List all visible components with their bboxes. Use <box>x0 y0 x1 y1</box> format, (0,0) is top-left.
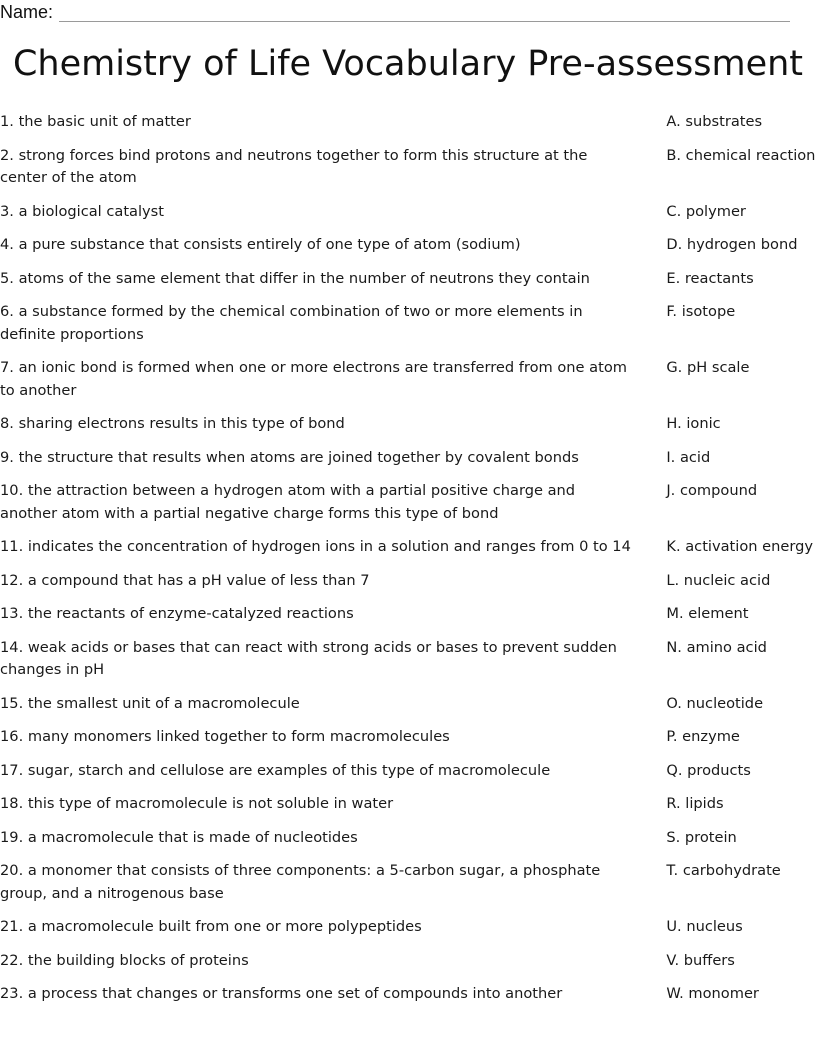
list-item <box>0 110 816 144</box>
question-text: 1. the basic unit of matter <box>0 113 191 130</box>
question-text: 3. a biological catalyst <box>0 202 165 220</box>
question-text: 2. strong forces bind protons and neutrons together to form this structure at the center of the atom <box>0 146 588 186</box>
question-text: 21. a macromolecule built from one or more polypeptides <box>0 918 422 935</box>
question-text: 19. a macromolecule that is made of nucleotides <box>0 828 358 846</box>
list-item <box>0 725 816 759</box>
answer-choice: D. hydrogen bond <box>666 236 798 253</box>
question-text: 7. an ionic bond is formed when one or more electrons are transferred from one atom to another <box>0 359 627 399</box>
list-item <box>0 826 816 860</box>
vocabulary-list <box>0 110 816 1016</box>
question-text: 22. the building blocks of proteins <box>0 951 249 969</box>
answer-choice: F. isotope <box>666 303 736 320</box>
question-text: 20. a monomer that consists of three components: a 5-carbon sugar, a phosphate group, and a nitrogenous base <box>0 862 601 902</box>
answer-choice: A. substrates <box>666 113 763 130</box>
list-item <box>0 535 816 569</box>
answer-choice: M. element <box>666 605 749 622</box>
answer-choice: G. pH scale <box>666 359 750 376</box>
question-text: 5. atoms of the same element that differ in the number of neutrons they contain <box>0 269 590 287</box>
list-item <box>0 915 816 949</box>
list-item <box>0 412 816 446</box>
question-text: 18. this type of macromolecule is not soluble in water <box>0 795 394 812</box>
list-item <box>0 144 816 200</box>
answer-choice: K. activation energy <box>666 538 813 555</box>
list-item <box>0 859 816 915</box>
question-text: 4. a pure substance that consists entirely of one type of atom (sodium) <box>0 236 521 253</box>
list-item <box>0 479 816 535</box>
answer-choice: L. nucleic acid <box>666 571 771 589</box>
question-text: 9. the structure that results when atoms are joined together by covalent bonds <box>0 448 579 466</box>
list-item <box>0 792 816 826</box>
question-text: 17. sugar, starch and cellulose are examples of this type of macromolecule <box>0 761 551 779</box>
list-item <box>0 200 816 234</box>
question-text: 15. the smallest unit of a macromolecule <box>0 694 300 712</box>
question-text: 13. the reactants of enzyme-catalyzed reactions <box>0 605 354 622</box>
answer-choice: Q. products <box>666 761 751 779</box>
question-text: 23. a process that changes or transforms one set of compounds into another <box>0 985 563 1002</box>
question-text: 12. a compound that has a pH value of less than 7 <box>0 571 370 589</box>
list-item <box>0 982 816 1016</box>
answer-choice: R. lipids <box>666 795 724 812</box>
list-item <box>0 569 816 603</box>
name-blank-line[interactable] <box>59 4 790 22</box>
list-item <box>0 636 816 692</box>
list-item <box>0 949 816 983</box>
list-item <box>0 267 816 301</box>
answer-choice: E. reactants <box>666 269 754 287</box>
answer-choice: B. chemical reaction <box>666 146 816 164</box>
list-item <box>0 356 816 412</box>
answer-choice: J. compound <box>666 482 758 499</box>
answer-choice: O. nucleotide <box>666 694 764 712</box>
name-field-row <box>0 0 790 22</box>
question-text: 16. many monomers linked together to form macromolecules <box>0 728 450 745</box>
answer-choice: W. monomer <box>666 985 759 1002</box>
question-text: 14. weak acids or bases that can react with strong acids or bases to prevent sudden changes in pH <box>0 638 617 678</box>
list-item <box>0 692 816 726</box>
question-text: 6. a substance formed by the chemical combination of two or more elements in definite proportions <box>0 303 583 343</box>
answer-choice: I. acid <box>666 448 711 466</box>
answer-choice: U. nucleus <box>666 918 743 935</box>
list-item <box>0 759 816 793</box>
question-text: 8. sharing electrons results in this type of bond <box>0 415 345 432</box>
answer-choice: S. protein <box>666 828 737 846</box>
question-text: 11. indicates the concentration of hydrogen ions in a solution and ranges from 0 to 14 <box>0 538 631 555</box>
answer-choice: V. buffers <box>666 951 735 969</box>
page-title: Chemistry of Life Vocabulary Pre-assessment <box>12 44 804 84</box>
list-item <box>0 300 816 356</box>
answer-choice: P. enzyme <box>666 728 740 745</box>
answer-choice: H. ionic <box>666 415 721 432</box>
list-item <box>0 446 816 480</box>
answer-choice: N. amino acid <box>666 638 767 656</box>
name-label: Name: <box>0 2 54 22</box>
list-item <box>0 602 816 636</box>
answer-choice: T. carbohydrate <box>666 862 781 879</box>
question-text: 10. the attraction between a hydrogen atom with a partial positive charge and another atom with a partial negative charge forms this type of bond <box>0 482 576 522</box>
list-item <box>0 233 816 267</box>
answer-choice: C. polymer <box>666 202 746 220</box>
